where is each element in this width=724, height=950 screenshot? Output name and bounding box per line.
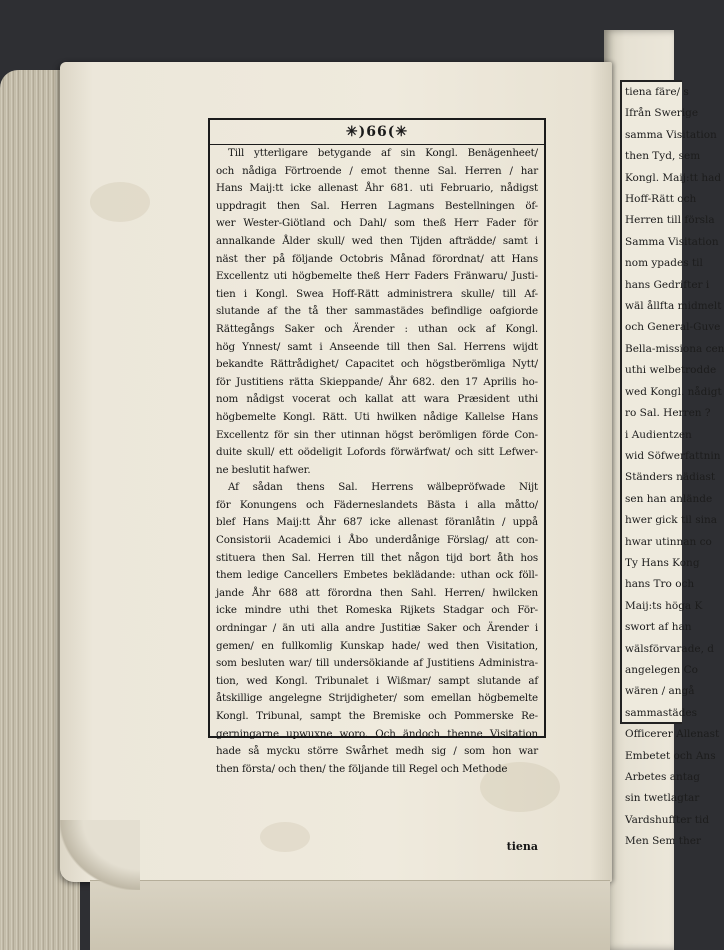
facing-page-line: angelegen Co — [625, 663, 698, 676]
text-line: them ledige Cancellers Embetes beklädande: uthan ock föll- — [216, 569, 538, 582]
text-line: stituera then Sal. Herren till thet någon tijd bort åth hos — [216, 551, 538, 564]
facing-page-line: Bella-missiona cen — [625, 342, 724, 355]
facing-page-line: Kongl. Maij:tt had — [625, 171, 722, 184]
facing-page-line: wälsförvarade, d — [625, 642, 715, 655]
facing-page-line: hwar utinnan co — [625, 535, 712, 548]
text-line: icke mindre uthi thet Romeska Rijkets Stadgar och För- — [216, 604, 538, 617]
text-line: wer Wester-Giötland och Dahl/ som theß Herr Fader för — [216, 217, 538, 230]
page-number: ✳)66(✳ — [345, 124, 409, 140]
page-lower-edge — [90, 880, 610, 950]
text-line: högbemelte Kongl. Rätt. Uti hwilken nådige Kallelse Hans — [216, 410, 538, 423]
text-line: ordningar / än uti alla andre Justitiæ Saker och Ärender i — [216, 622, 538, 635]
facing-page-line: Men Sem ther — [625, 835, 701, 848]
text-line: åtskillige angelegne Strijdigheter/ som emellan högbemelte — [216, 692, 538, 705]
text-line: slutande af the tå ther sammastädes befindlige oafgiorde — [216, 305, 538, 318]
facing-page-line: nom ypades til — [625, 257, 703, 270]
text-line: uppdragit then Sal. Herren Lagmans Bestellningen öf- — [216, 199, 538, 212]
text-line: Till ytterligare betygande af sin Kongl. Benägenheet/ — [228, 147, 538, 159]
text-line: Hans Maij:tt icke allenast Åhr 681. uti Februario, nådigst — [216, 182, 538, 195]
facing-page-line: hans Gedrifter i — [625, 278, 710, 291]
facing-page-line: then Tyd, sem — [625, 150, 701, 163]
text-block-frame — [208, 118, 546, 853]
facing-page-line: sammastädes — [625, 706, 698, 719]
facing-page-line: Ständers nädiast — [625, 471, 716, 484]
facing-page-line: och General-Guve — [625, 321, 721, 334]
facing-page-line: hwer gick til sina — [625, 514, 718, 527]
facing-page-line: Ty Hans Kong — [625, 556, 700, 569]
facing-page-line: swort af han — [625, 621, 692, 634]
text-line: Kongl. Tribunal, sampt the Bremiske och Pommerske Re- — [216, 710, 538, 722]
text-line: then första/ och then/ the följande till Regel och Methode — [216, 762, 508, 775]
text-line: blef Hans Maij:tt Åhr 687 icke allenast föranlåtin / uppå — [216, 516, 538, 529]
text-line: gerningarne upwuxne woro. Och ändoch thenne Visitation — [216, 727, 538, 740]
text-body — [216, 145, 538, 778]
facing-page-text-frame — [620, 80, 724, 848]
facing-page-line: samma Visitation — [625, 128, 717, 141]
text-line: hög Ynnest/ samt i Anseende till then Sal. Herrens wijdt — [216, 340, 538, 353]
facing-page-line: Samma Visitation — [625, 235, 719, 248]
facing-page-line: Ifrån Swerige — [625, 107, 699, 120]
facing-page-line: wed Kongl. nådigt — [625, 385, 722, 398]
page-header — [210, 120, 544, 145]
text-line: jande Åhr 688 att förordna then Sahl. Herren/ hwilcken — [216, 586, 538, 599]
text-line: bekandte Rättrådighet/ Capacitet och högstberömliga Nytt/ — [216, 358, 538, 371]
text-line: gemen/ en fullkomlig Kunskap hade/ wed then Visitation, — [216, 639, 538, 652]
facing-page-line: hans Tro och — [625, 578, 695, 591]
text-line: tion, wed Kongl. Tribunalet i Wißmar/ sampt slutande af — [216, 674, 538, 687]
facing-page-line: Hoff-Rätt och — [625, 193, 697, 206]
text-line: hade så mycku större Swårhet medh sig / som hon war — [216, 745, 538, 758]
facing-page-line: wid Söfwerfattnin — [625, 449, 721, 462]
facing-page-line: Arbetes antag — [625, 771, 700, 783]
text-line: Rättegångs Saker och Ärender : uthan ock af Kongl. — [216, 322, 538, 335]
facing-page-line: Maij:ts höga K — [625, 599, 703, 612]
facing-page-line: Officerer Allenast — [625, 728, 720, 741]
facing-page-line: wäl ållfta midmelt — [625, 300, 722, 313]
facing-page-line: sin twetlagtar — [625, 792, 700, 805]
facing-page-line: uthi welbetrodde — [625, 364, 717, 377]
text-line: Excellentz uti högbemelte theß Herr Faders Fränwaru/ Justi- — [216, 270, 538, 283]
facing-page-line: i Audientzen — [625, 428, 692, 441]
text-line: för Konungens och Fäderneslandets Bästa i alla måtto/ — [216, 498, 538, 511]
text-line: Excellentz för sin ther utinnan högst berömligen förde Con- — [216, 428, 538, 441]
text-line: Consistorii Academici i Åbo underdånige Förslag/ att con- — [216, 534, 538, 547]
facing-page-line: Herren till försla — [625, 214, 715, 227]
text-line: för Justitiens rätta Skieppande/ Åhr 682. den 17 Aprilis ho- — [216, 375, 538, 388]
text-line: tien i Kongl. Swea Hoff-Rätt administrera skulle/ till Af- — [216, 287, 538, 300]
text-line: Af sådan thens Sal. Herrens wälbepröfwade Nijt — [228, 481, 538, 494]
text-line: och nådiga Förtroende / emot thenne Sal. Herren / har — [216, 164, 538, 177]
facing-page-line: wären / angå — [625, 685, 695, 698]
facing-page-line: ro Sal. Herren ? — [625, 407, 711, 420]
facing-page-line: Vardshuffter tid — [625, 813, 710, 826]
catchword: tiena — [506, 840, 538, 853]
text-line: duite skull/ ett oödeligit Lofords förwärfwat/ och sitt Lefwer- — [216, 446, 538, 459]
facing-page-line: sen han anlände — [625, 492, 713, 505]
facing-page-line: Embetet och Ans — [625, 749, 716, 762]
text-line: annalkande Ålder skull/ wed then Tijden afträdde/ samt i — [216, 234, 538, 247]
text-line: näst ther på följande Octobris Månad förordnat/ att Hans — [216, 252, 538, 265]
page-corner-curl — [60, 820, 140, 890]
text-line: som besluten war/ till undersökiande af Justitiens Administra- — [216, 657, 538, 670]
facing-page-line: tiena färe/ s — [625, 86, 689, 98]
text-line: ne beslutit hafwer. — [216, 463, 311, 476]
text-line: nom nådigst vocerat och kallat att wara Præsident uthi — [216, 393, 538, 406]
